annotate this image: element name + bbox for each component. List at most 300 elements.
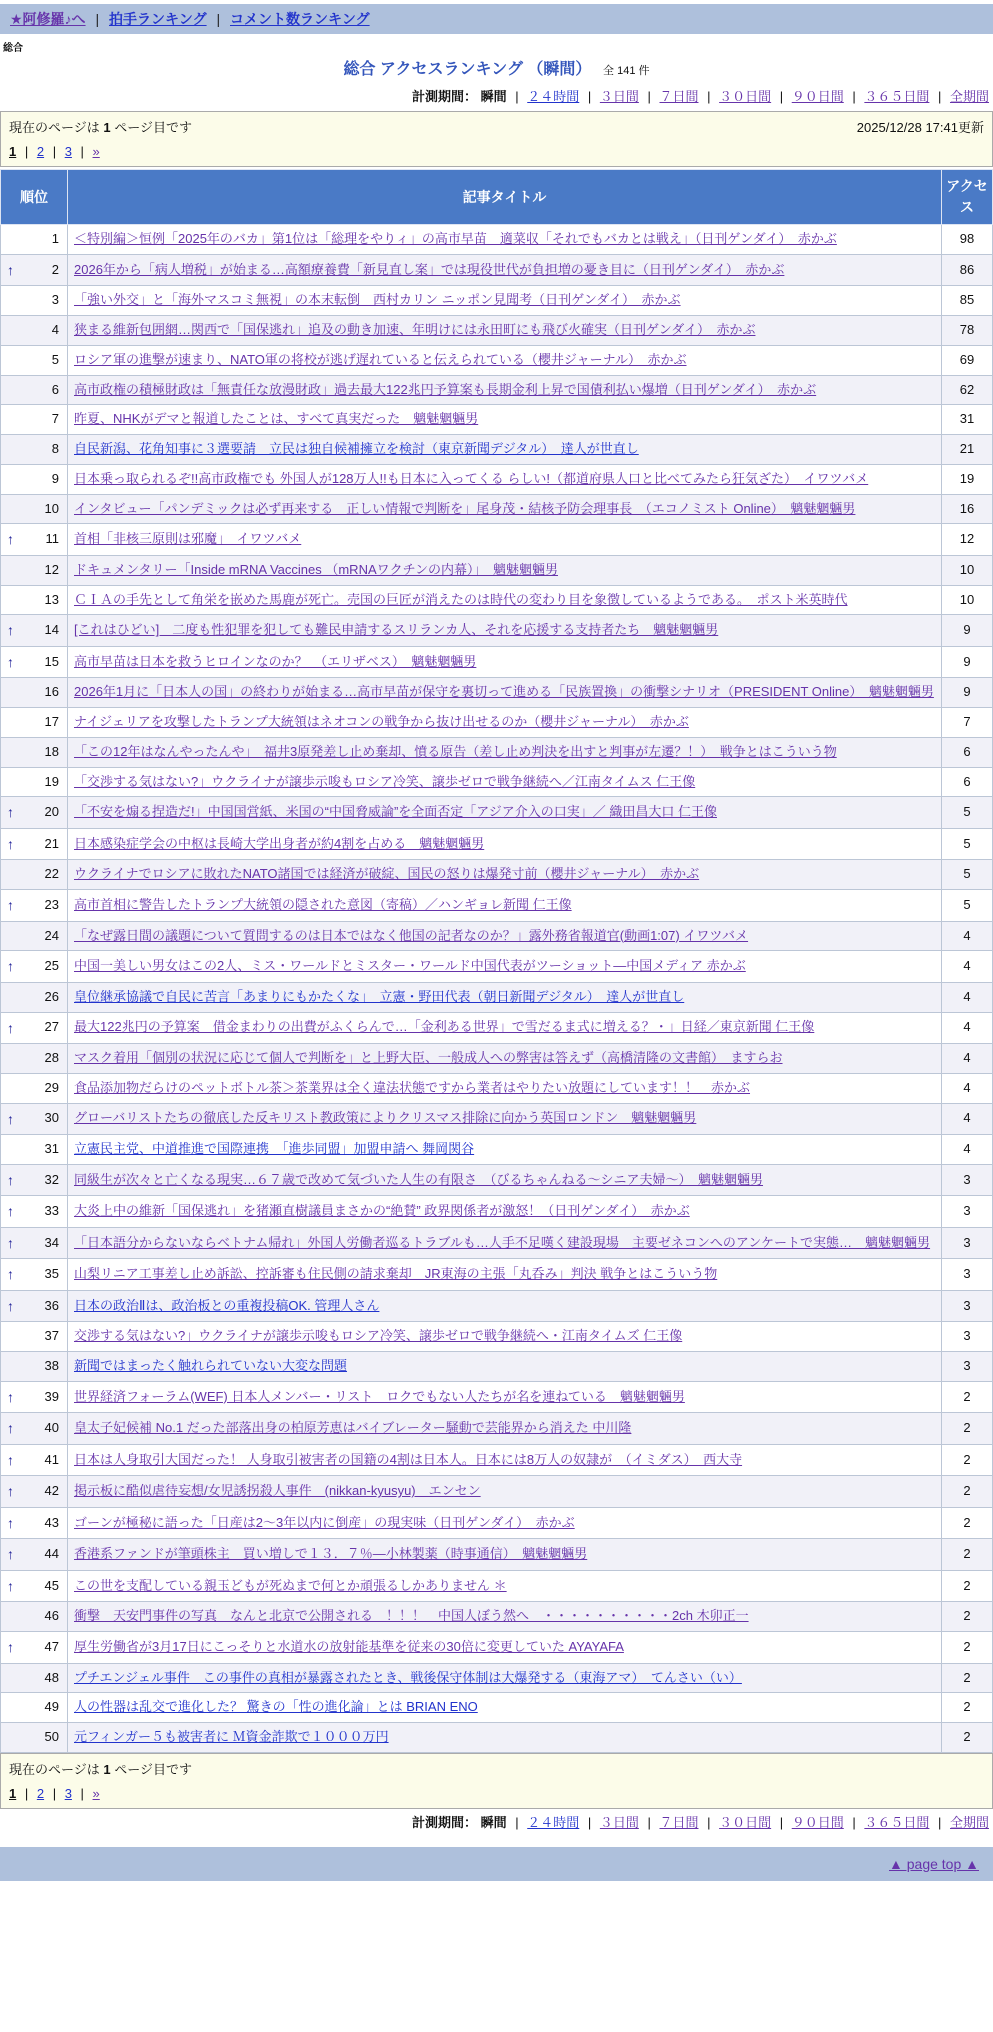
up-arrow-icon: ↑ [7,1420,14,1437]
period-link[interactable]: ３日間 [599,1814,639,1830]
article-link[interactable]: 高市政権の積極財政は「無責任な放漫財政」過去最大122兆円予算案も長期金利上昇で国債利払い爆増（日刊ゲンダイ） 赤かぶ [74,381,817,397]
up-arrow-icon: ↑ [7,1639,14,1655]
table-row [1,1507,993,1539]
article-link[interactable]: 衝撃 天安門事件の写真 なんと北京で公開される ！！！ 中国人ぼう然へ ・・・・・・・・・・2ch 木卯正一 [74,1608,749,1624]
rank-number: 5 [51,351,59,367]
table-row [1,708,993,738]
up-arrow-icon: ↑ [7,835,14,852]
separator: | [91,11,103,27]
rank-number: 14 [44,622,59,638]
table-row [1,828,993,860]
separator: | [511,89,523,104]
article-link[interactable]: ナイジェリアを攻撃したトランプ大統領はネオコンの戦争から抜け出せるのか（櫻井ジャーナル） 赤かぶ [74,714,689,729]
article-link[interactable]: 掲示板に酷似虐待妄想/女児誘拐殺人事件 (nikkan-kyusyu) エンセン [74,1483,481,1499]
access-count: 31 [942,405,993,435]
access-count: 2 [942,1723,993,1753]
current-page-prefix: 現在のページは [9,120,100,135]
rank-number: 32 [44,1171,59,1187]
period-current: 瞬間 [480,89,507,104]
table-row [1,1723,993,1753]
table-row [1,435,993,465]
rank-number: 10 [44,500,59,516]
table-row [1,1381,993,1413]
table-row [1,1602,993,1632]
current-page-text-bottom [9,1759,192,1778]
period-current: 瞬間 [480,1814,507,1830]
separator: | [643,1814,655,1830]
rank-number: 43 [44,1514,59,1530]
separator: | [776,89,787,104]
rank-number: 42 [44,1483,59,1499]
rank-number: 6 [51,381,59,397]
access-count: 2 [942,1539,993,1571]
access-count: 69 [942,345,993,375]
separator: | [703,1814,715,1830]
article-link[interactable]: 厚生労働省が3月17日にこっそりと水道水の放射能基準を従来の30倍に変更していた AYAYAFA [74,1638,624,1654]
access-count: 98 [942,225,993,255]
table-row [1,615,993,647]
table-row [1,1290,993,1322]
table-row [1,921,993,951]
article-link[interactable]: 新聞ではまったく触れられていない大変な問題 [74,1358,348,1373]
article-link[interactable]: 狭まる維新包囲網…関西で「国保逃れ」追及の動き加速、年明けには永田町にも飛び火確実（日刊ゲンダイ） 赤かぶ [74,322,756,337]
table-row [1,951,993,983]
table-row [1,316,993,346]
access-count: 9 [942,678,993,708]
article-link[interactable]: 2026年から「病人増税」が始まる…高額療養費「新見直し案」では現役世代が負担増の憂き目に（日刊ゲンダイ） 赤かぶ [74,261,785,277]
article-link[interactable]: ＣＩＡの手先として角栄を嵌めた馬鹿が死亡。売国の巨匠が消えたのは時代の変わり目を象徴しているようである。 ポスト米英時代 [74,591,848,607]
access-count: 2 [942,1693,993,1723]
table-row [1,1227,993,1259]
pager-page-link[interactable]: 3 [64,144,72,159]
article-link[interactable]: 日本感染症学会の中枢は長崎大学出身者が約4割を占める 魑魅魍魎男 [74,835,485,851]
period-label: 計測期間： [411,1814,481,1830]
access-count: 5 [942,828,993,860]
period-link[interactable]: ３０日間 [719,89,772,104]
access-count: 4 [942,1073,993,1103]
up-arrow-icon: ↑ [7,804,14,821]
rank-number: 26 [44,988,59,1004]
rank-number: 47 [44,1638,59,1654]
table-row [1,1259,993,1291]
table-row [1,797,993,829]
current-page-suffix: ページ目です [114,120,192,135]
rank-number: 48 [44,1669,59,1685]
article-link[interactable]: 昨夏、NHKがデマと報道したことは、すべて真実だった 魑魅魍魎男 [74,411,479,427]
page-top-link[interactable]: ▲ page top ▲ [889,1855,979,1872]
up-arrow-icon: ↑ [7,1234,14,1251]
rank-number: 34 [44,1234,59,1250]
pager-bottom [9,1786,984,1801]
period-link[interactable]: ９０日間 [791,1814,844,1830]
topnav-link[interactable]: 拍手ランキング [108,11,207,27]
separator: | [584,89,595,104]
rank-number: 18 [44,743,59,759]
pager-next-link[interactable]: » [92,144,100,159]
access-count: 9 [942,615,993,647]
table-row [1,767,993,797]
period-selector-bottom [0,1809,993,1837]
article-link[interactable]: 皇太子妃候補 No.1 だった部落出身の柏原芳恵はバイブレーター騒動で芸能界から消えた 中川隆 [74,1420,632,1436]
rank-number: 36 [44,1297,59,1313]
article-link[interactable]: 高市首相に警告したトランプ大統領の隠された意図（寄稿）／ハンギョレ新聞 仁王像 [74,896,572,912]
separator: | [934,1814,945,1830]
article-link[interactable]: グローバリストたちの徹底した反キリスト教政策によりクリスマス排除に向かう英国ロンドン 魑魅魍魎男 [74,1110,697,1126]
title-line [0,56,993,79]
table-row [1,1103,993,1135]
period-label: 計測期間： [411,89,481,104]
table-row [1,1570,993,1602]
article-link[interactable]: 「強い外交」と「海外マスコミ無視」の本末転倒 西村カリン ニッポン見聞考（日刊ゲンダイ） 赤かぶ [74,292,681,308]
period-link[interactable]: ２４時間 [527,89,580,104]
rank-number: 45 [44,1577,59,1593]
separator: | [49,144,60,159]
access-count: 2 [942,1602,993,1632]
rank-number: 29 [44,1079,59,1095]
rank-number: 35 [44,1266,59,1282]
table-row [1,1444,993,1476]
table-row [1,375,993,405]
pager-page-link[interactable]: 3 [64,1785,72,1801]
pager-page-link[interactable]: 2 [36,1785,45,1801]
pager-top [9,144,984,159]
up-arrow-icon: ↑ [7,897,14,913]
access-count: 5 [942,890,993,922]
article-link[interactable]: ＜特別編＞恒例「2025年のバカ」第1位は「総理をやりィ」の高市早苗 適菜収「それでもバカとは戦え」（日刊ゲンダイ） 赤かぶ [74,231,837,246]
rank-number: 2 [51,261,59,277]
article-link[interactable]: 交渉する気はない?」ウクライナが譲歩示唆もロシア冷笑、譲歩ゼロで戦争継続へ・江南タイムズ 仁王像 [74,1328,683,1344]
up-arrow-icon: ↑ [7,1266,14,1283]
table-row [1,254,993,286]
separator: | [848,89,860,104]
up-arrow-icon: ↑ [7,1203,14,1220]
pager-next-link[interactable]: » [92,1785,100,1801]
access-count: 4 [942,1044,993,1074]
separator: | [934,89,945,104]
pagetop-bar [0,1847,993,1881]
article-link[interactable]: この世を支配している親玉どもが死ぬまで何とか頑張るしかありません ＊ [74,1577,507,1593]
table-row [1,1044,993,1074]
period-link[interactable]: 全期間 [949,89,989,104]
rank-number: 17 [44,714,59,729]
table-row [1,1632,993,1664]
current-page-number: 1 [103,120,111,135]
article-link[interactable]: 「この12年はなんやったんや」 福井3原発差し止め棄却、憤る原告（差し止め判決を出すと判事が左遷？！） 戦争とはこういう物 [74,743,837,759]
table-row [1,890,993,922]
article-link[interactable]: ドキュメンタリー「Inside mRNA Vaccines （mRNAワクチンの内幕）」 魑魅魍魎男 [74,561,558,577]
access-count: 3 [942,1322,993,1352]
period-link[interactable]: ３日間 [599,89,639,104]
article-link[interactable]: 日本の政治Ⅱは、政治板との重複投稿OK. 管理人さん [74,1297,380,1313]
access-count: 62 [942,375,993,405]
table-row [1,1135,993,1165]
up-arrow-icon: ↑ [7,1577,14,1594]
rank-number: 15 [44,653,59,669]
top-nav-bar [0,4,993,34]
separator: | [584,1814,595,1830]
article-link[interactable]: 「日本語分からないならベトナム帰れ」外国人労働者巡るトラブルも…人手不足嘆く建設現場 主要ゼネコンへのアンケートで実態… 魑魅魍魎男 [74,1234,931,1250]
table-row [1,646,993,678]
rank-number: 4 [51,322,59,337]
table-row [1,860,993,890]
rank-number: 38 [44,1358,59,1373]
access-count: 2 [942,1413,993,1445]
table-row [1,737,993,767]
access-count: 4 [942,1135,993,1165]
table-row [1,1012,993,1044]
article-link[interactable]: 立憲民主党、中道推進で国際連携 「進歩同盟」加盟申請へ 舞岡関谷 [74,1141,475,1156]
up-arrow-icon: ↑ [7,1019,14,1036]
table-row [1,464,993,494]
rank-number: 25 [44,958,59,974]
page-title: 総合 アクセスランキング （瞬間） [343,61,592,78]
up-arrow-icon: ↑ [7,958,14,975]
period-link[interactable]: ３６５日間 [864,1814,930,1830]
ranking-table-body [1,225,993,1753]
article-link[interactable]: [これはひどい] 二度も性犯罪を犯しても難民申請するスリランカ人、それを応援する支持者たち 魑魅魍魎男 [74,622,719,638]
rank-number: 31 [44,1141,59,1156]
table-row [1,286,993,316]
current-page-text [9,117,192,136]
up-arrow-icon: ↑ [7,261,14,278]
rank-number: 22 [44,866,59,882]
pager-current-page: 1 [9,1785,17,1801]
up-arrow-icon: ↑ [7,622,14,639]
access-count: 3 [942,1352,993,1382]
article-link[interactable]: 日本乗っ取られるぞ!!高市政権でも 外国人が128万人!!も日本に入ってくる らしい!（都道府県人口と比べてみたら狂気ざた） イワツバメ [74,470,869,486]
period-selector-top [0,83,993,111]
period-link[interactable]: 全期間 [949,1814,989,1830]
rank-number: 20 [44,804,59,820]
access-count: 5 [942,860,993,890]
article-link[interactable]: 人の性器は乱交で進化した？ 驚きの「性の進化論」とは BRIAN ENO [74,1699,478,1715]
rank-number: 44 [44,1546,59,1562]
up-arrow-icon: ↑ [7,1110,14,1127]
separator: | [848,1814,860,1830]
access-count: 6 [942,737,993,767]
separator: | [703,89,715,104]
rank-number: 46 [44,1608,59,1624]
access-count: 2 [942,1507,993,1539]
article-link[interactable]: ロシア軍の進撃が速まり、NATO軍の将校が逃げ遅れていると伝えられている（櫻井ジャーナル） 赤かぶ [74,351,687,367]
article-link[interactable]: 「なぜ露日間の議題について質問するのは日本ではなく他国の記者なのか？」露外務省報道官(動画1:07) イワツバメ [74,927,749,943]
table-row [1,405,993,435]
rank-number: 21 [44,835,59,851]
period-link[interactable]: ７日間 [659,89,699,104]
period-link[interactable]: ７日間 [659,1814,699,1830]
access-count: 3 [942,1164,993,1196]
table-row [1,1413,993,1445]
table-row [1,225,993,255]
access-count: 4 [942,951,993,983]
article-link[interactable]: ウクライナでロシアに敗れたNATO諸国では経済が破綻、国民の怒りは爆発寸前（櫻井ジャーナル） 赤かぶ [74,866,700,882]
access-count: 2 [942,1444,993,1476]
article-link[interactable]: 「交渉する気はない?」ウクライナが譲歩示唆もロシア冷笑、譲歩ゼロで戦争継続へ／江南タイムス 仁王像 [74,773,696,789]
table-row [1,1352,993,1382]
bottom-whitespace [0,1881,993,1951]
access-count: 78 [942,316,993,346]
table-row [1,494,993,524]
rank-number: 27 [44,1019,59,1035]
article-link[interactable]: 首相「非核三原則は邪魔」 イワツバメ [74,531,302,547]
access-count: 10 [942,585,993,615]
article-link[interactable]: 最大122兆円の予算案 借金まわりの出費がふくらんで…「金利ある世界」で雪だるま式に増える？・」日経／東京新聞 仁王像 [74,1019,815,1035]
access-count: 3 [942,1259,993,1291]
category-label: 総合 [3,43,23,54]
period-link[interactable]: ３０日間 [719,1814,772,1830]
table-row [1,982,993,1012]
rank-number: 7 [51,411,59,427]
up-arrow-icon: ↑ [7,1388,14,1405]
separator: | [511,1814,523,1830]
article-link[interactable]: 中国一美しい男女はこの2人、ミス・ワールドとミスター・ワールド中国代表がツーショット―中国メディア 赤かぶ [74,958,746,974]
column-header-access: アクセス [942,170,993,225]
up-arrow-icon: ↑ [7,1483,14,1500]
access-count: 2 [942,1381,993,1413]
table-row [1,678,993,708]
rank-number: 28 [44,1050,59,1065]
pager-page-link[interactable]: 2 [36,144,45,159]
table-row [1,1196,993,1228]
article-link[interactable]: 大炎上中の維新「国保逃れ」を猪瀬直樹議員まさかの“絶賛” 政界関係者が激怒！（日刊ゲンダイ） 赤かぶ [74,1203,690,1219]
article-link[interactable]: 元フィンガー５も被害者に Ｍ資金詐欺で１０００万円 [74,1729,389,1744]
article-link[interactable]: 「不安を煽る捏造だ!」中国国営紙、米国の“中国脅威論”を全面否定「アジア介入の口実」／ 織田昌大口 仁王像 [74,804,717,820]
access-count: 9 [942,646,993,678]
access-count: 2 [942,1570,993,1602]
access-count: 2 [942,1632,993,1664]
table-row [1,524,993,556]
access-count: 21 [942,435,993,465]
article-link[interactable]: 山梨リニア工事差し止め訴訟、控訴審も住民側の請求棄却 JR東海の主張「丸呑み」判決 戦争とはこういう物 [74,1266,718,1282]
topnav-links [10,11,370,27]
current-page-number-bottom: 1 [103,1761,111,1777]
rank-number: 24 [44,927,59,943]
article-link[interactable]: マスク着用「個別の状況に応じて個人で判断を」と上野大臣、一般成人への弊害は答えず（高橋清隆の文書館） ますらお [74,1050,783,1065]
rank-number: 3 [51,292,59,308]
separator: | [643,89,655,104]
period-link[interactable]: ２４時間 [527,1814,580,1830]
table-row [1,1539,993,1571]
up-arrow-icon: ↑ [7,1451,14,1468]
table-row [1,1073,993,1103]
rank-number: 16 [44,684,59,700]
rank-number: 50 [44,1729,59,1744]
rank-number: 30 [44,1110,59,1126]
access-count: 85 [942,286,993,316]
rank-number: 37 [44,1328,59,1344]
rank-number: 8 [51,441,59,456]
topnav-link[interactable]: ★阿修羅♪へ [10,11,86,27]
separator: | [21,144,32,159]
access-count: 19 [942,464,993,494]
access-count: 2 [942,1663,993,1693]
article-link[interactable]: 高市早苗は日本を救うヒロインなのか？ （エリザベス） 魑魅魍魎男 [74,653,477,669]
rank-number: 23 [44,896,59,912]
access-count: 4 [942,921,993,951]
separator: | [21,1785,32,1801]
rank-number: 19 [44,773,59,789]
table-row [1,345,993,375]
article-link[interactable]: 自民新潟、花角知事に３選要請 立民は独自候補擁立を検討（東京新聞デジタル） 達人が世直し [74,441,639,456]
article-link[interactable]: 同級生が次々と亡くなる現実…６７歳で改めて気づいた人生の有限さ （びるちゃんねる～シニア夫婦～） 魑魅魍魎男 [74,1171,764,1187]
article-link[interactable]: 世界経済フォーラム(WEF) 日本人メンバー・リスト ロクでもない人たちが名を連ねている 魑魅魍魎男 [74,1388,685,1404]
table-header-row [1,170,993,225]
rank-number: 9 [51,470,59,486]
table-row [1,1476,993,1508]
rank-number: 39 [44,1388,59,1404]
article-link[interactable]: インタビュー「パンデミックは必ず再来する 正しい情報で判断を」尾身茂・結核予防会理事長 （エコノミスト Online） 魑魅魍魎男 [74,500,856,516]
article-link[interactable]: 香港系ファンドが筆頭株主 買い増しで１３．７％―小林製薬（時事通信） 魑魅魍魎男 [74,1546,588,1562]
period-link[interactable]: ９０日間 [791,89,844,104]
table-row [1,1693,993,1723]
article-link[interactable]: 2026年1月に「日本人の国」の終わりが始まる…高市早苗が保守を裏切って進める「民族置換」の衝撃シナリオ（PRESIDENT Online） 魑魅魍魎男 [74,684,934,700]
access-count: 5 [942,797,993,829]
rank-number: 33 [44,1203,59,1219]
ranking-table [0,169,993,1753]
table-row [1,555,993,585]
rank-number: 41 [44,1451,59,1467]
up-arrow-icon: ↑ [7,653,14,670]
access-count: 4 [942,1103,993,1135]
access-count: 2 [942,1476,993,1508]
article-link[interactable]: 皇位継承協議で自民に苦言「あまりにもかたくな」 立憲・野田代表（朝日新聞デジタル） 達人が世直し [74,988,685,1004]
rank-number: 49 [44,1699,59,1715]
page-info-box-bottom [0,1753,993,1809]
access-count: 3 [942,1196,993,1228]
separator: | [76,144,88,159]
pager-current-page: 1 [9,144,17,159]
access-count: 12 [942,524,993,556]
table-row [1,1322,993,1352]
up-arrow-icon: ↑ [7,1297,14,1314]
article-link[interactable]: ゴーンが極秘に語った「日産は2～3年以内に倒産」の現実味（日刊ゲンダイ） 赤かぶ [74,1514,575,1530]
access-count: 86 [942,254,993,286]
article-link[interactable]: プチエンジェル事件 この事件の真相が暴露されたとき、戦後保守体制は大爆発する（東海アマ） てんさい（い） [74,1669,742,1685]
current-page-prefix-bottom: 現在のページは [9,1761,100,1777]
separator: | [76,1785,88,1801]
updated-timestamp: 2025/12/28 17:41更新 [856,120,984,135]
table-row [1,585,993,615]
access-count: 3 [942,1227,993,1259]
total-count: 全 141 件 [603,65,650,77]
page-info-box-top [0,111,993,167]
up-arrow-icon: ↑ [7,1514,14,1531]
access-count: 16 [942,494,993,524]
access-count: 6 [942,767,993,797]
column-header-title: 記事タイトル [68,170,942,225]
article-link[interactable]: 食品添加物だらけのペットボトル茶＞茶業界は全く違法状態ですから業者はやりたい放題にしています！！ 赤かぶ [74,1079,751,1095]
access-count: 4 [942,1012,993,1044]
access-count: 3 [942,1290,993,1322]
access-count: 10 [942,555,993,585]
topnav-link[interactable]: コメント数ランキング [230,11,370,27]
current-page-suffix-bottom: ページ目です [114,1761,192,1777]
period-link[interactable]: ３６５日間 [864,89,930,104]
up-arrow-icon: ↑ [7,531,14,548]
column-header-rank: 順位 [1,170,68,225]
access-count: 7 [942,708,993,738]
rank-number: 40 [44,1420,59,1436]
separator: | [49,1785,60,1801]
separator: | [776,1814,787,1830]
rank-number: 12 [44,561,59,577]
up-arrow-icon: ↑ [7,1171,14,1188]
separator: | [212,11,224,27]
table-row [1,1164,993,1196]
article-link[interactable]: 日本は人身取引大国だった！ 人身取引被害者の国籍の4割は日本人。日本には8万人の奴隷が （イミダス） 西大寺 [74,1451,743,1467]
up-arrow-icon: ↑ [7,1546,14,1563]
rank-number: 11 [45,531,59,547]
